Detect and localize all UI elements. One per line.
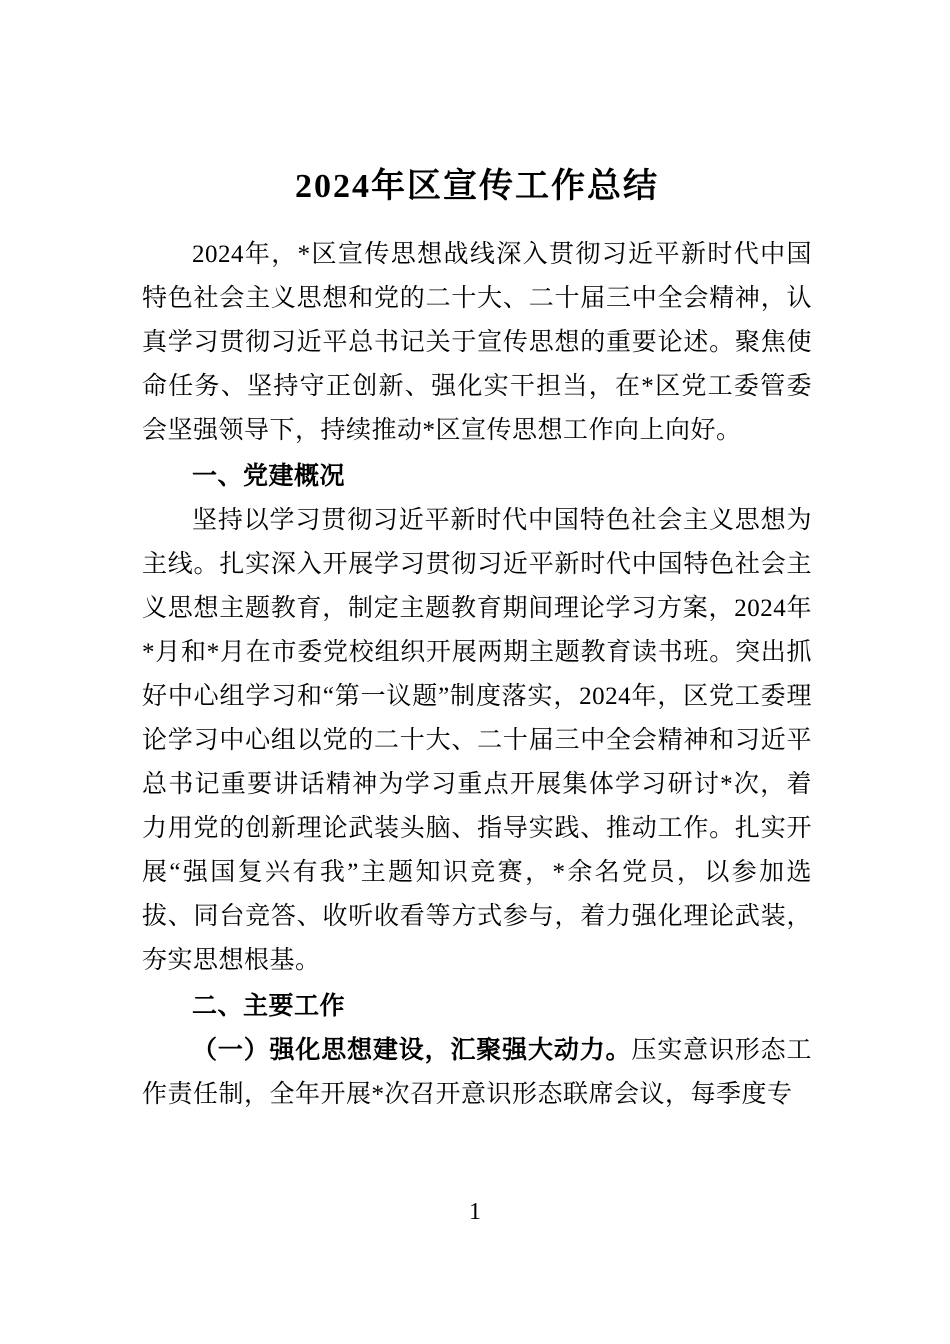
page-number: 1 [469, 1199, 481, 1225]
document-title: 2024年区宣传工作总结 [295, 168, 659, 205]
subsection-1-lead: （一）强化思想建设，汇聚强大动力。 [192, 1037, 632, 1064]
section-2-paragraph [142, 1029, 812, 1117]
subsection-1-body: 压实意识形态工作责任制，全年开展*次召开意识形态联席会议，每季度专 [142, 1037, 812, 1108]
section-1-body: 坚持以学习贯彻习近平新时代中国特色社会主义思想为主线。扎实深入开展学习贯彻习近平新时代中国特色社会主义思想主题教育，制定主题教育期间理论学习方案，2024年*月和*月在市委党校组织开展两期主题教育读书班。突出抓好中心组学习和“第一议题”制度落实，2024年，区党工委理论学习中心组以党的二十大、二十届三中全会精神和习近平总书记重要讲话精神为学习重点开展集体学习研讨*次，着力用党的创新理论武装头脑、指导实践、推动工作。扎实开展“强国复兴有我”主题知识竞赛，*余名党员，以参加选拔、同台竞答、收听收看等方式参与，着力强化理论武装，夯实思想根基。 [142, 507, 812, 974]
intro-paragraph: 2024年，*区宣传思想战线深入贯彻习近平新时代中国特色社会主义思想和党的二十大、二十届三中全会精神，认真学习贯彻习近平总书记关于宣传思想的重要论述。聚焦使命任务、坚持守正创新、强化实干担当，在*区党工委管委会坚强领导下，持续推动*区宣传思想工作向上向好。 [142, 241, 812, 444]
section-1-heading: 一、党建概况 [192, 462, 346, 490]
section-2-heading: 二、主要工作 [192, 992, 346, 1020]
